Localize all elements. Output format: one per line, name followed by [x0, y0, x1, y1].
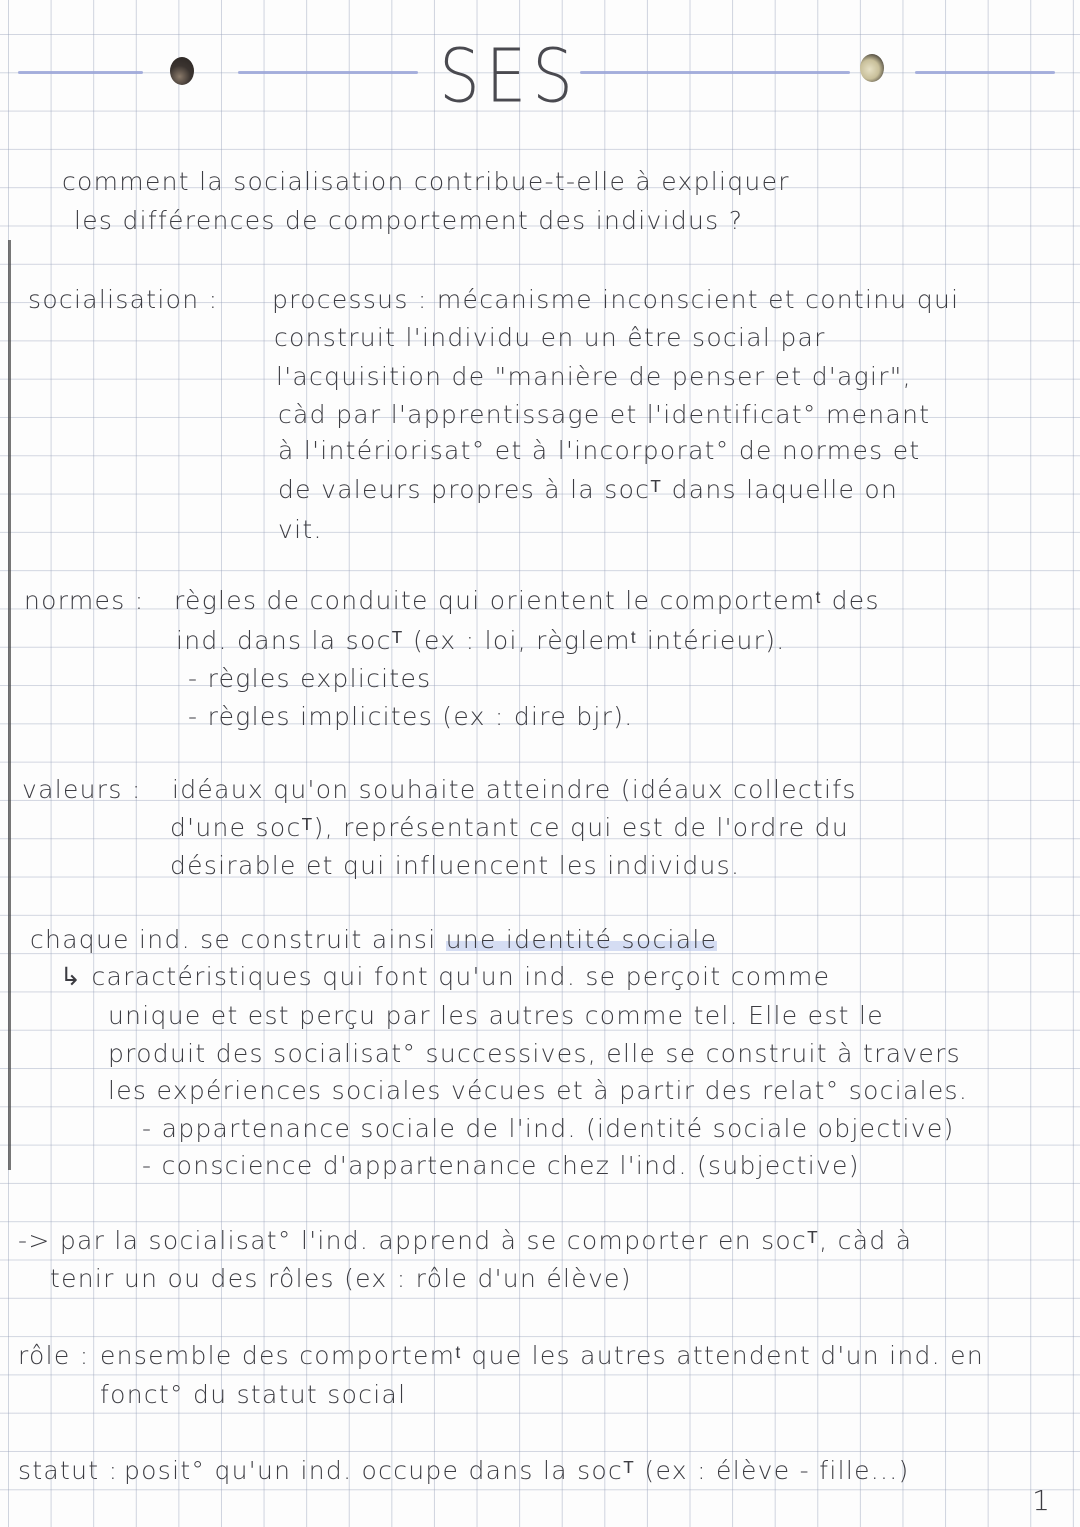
- term-normes: normes :: [24, 586, 145, 615]
- list-item: - règles implicites (ex : dire bjr).: [188, 702, 634, 731]
- definition-line: d'une socᵀ), représentant ce qui est de l'ordre du: [170, 813, 849, 842]
- list-item: - appartenance sociale de l'ind. (identité sociale objective): [142, 1114, 955, 1143]
- identity-intro-text: chaque ind. se construit ainsi: [30, 925, 446, 954]
- header-rule-left: [18, 71, 143, 74]
- identity-intro: [30, 921, 717, 959]
- term-role: rôle :: [18, 1341, 90, 1370]
- list-item: - règles explicites: [188, 664, 432, 693]
- margin-line: [8, 240, 11, 1170]
- term-valeurs: valeurs :: [22, 775, 142, 804]
- header-rule-center-right: [580, 71, 850, 74]
- definition-line: règles de conduite qui orientent le comportemᵗ des: [174, 586, 880, 615]
- term-socialisation: socialisation :: [28, 285, 219, 314]
- definition-line: idéaux qu'on souhaite atteindre (idéaux collectifs: [172, 775, 857, 804]
- definition-line: désirable et qui influencent les individus.: [170, 851, 741, 880]
- definition-line: fonct° du statut social: [100, 1380, 407, 1409]
- list-item: - conscience d'appartenance chez l'ind. (subjective): [142, 1151, 860, 1180]
- header-rule-center-left: [238, 71, 418, 74]
- definition-line: les expériences sociales vécues et à partir des relat° sociales.: [108, 1076, 969, 1105]
- arrow-note-line: tenir un ou des rôles (ex : rôle d'un élève): [50, 1264, 632, 1293]
- definition-line: càd par l'apprentissage et l'identificat° menant: [278, 400, 931, 429]
- definition-line: de valeurs propres à la socᵀ dans laquelle on: [278, 475, 899, 504]
- definition-line: ind. dans la socᵀ (ex : loi, règlemᵗ intérieur).: [176, 626, 786, 655]
- question-line: les différences de comportement des individus ?: [74, 206, 744, 235]
- definition-line: construit l'individu en un être social par: [274, 323, 826, 352]
- binder-hole-icon: [860, 54, 884, 82]
- page-title: SES: [439, 35, 579, 121]
- term-statut: statut :: [18, 1456, 119, 1485]
- question-line: comment la socialisation contribue-t-elle à expliquer: [62, 167, 790, 196]
- definition-line: processus : mécanisme inconscient et continu qui: [272, 285, 960, 314]
- highlighted-term: une identité sociale: [445, 925, 718, 954]
- definition-line: l'acquisition de "manière de penser et d'agir",: [276, 362, 912, 391]
- binder-hole-icon: [170, 57, 194, 85]
- arrow-note-line: -> par la socialisat° l'ind. apprend à se comporter en socᵀ, càd à: [18, 1226, 913, 1255]
- page-number: 1: [1032, 1484, 1050, 1517]
- definition-line: unique et est perçu par les autres comme tel. Elle est le: [108, 1001, 884, 1030]
- definition-line: vit.: [278, 515, 323, 544]
- definition-line: à l'intériorisat° et à l'incorporat° de normes et: [278, 436, 921, 465]
- definition-line: posit° qu'un ind. occupe dans la socᵀ (ex : élève - fille...): [124, 1456, 910, 1485]
- definition-line: ensemble des comportemᵗ que les autres attendent d'un ind. en: [100, 1341, 984, 1370]
- definition-line: ↳ caractéristiques qui font qu'un ind. se perçoit comme: [60, 962, 831, 991]
- header-rule-right: [915, 71, 1055, 74]
- definition-line: produit des socialisat° successives, elle se construit à travers: [108, 1039, 961, 1068]
